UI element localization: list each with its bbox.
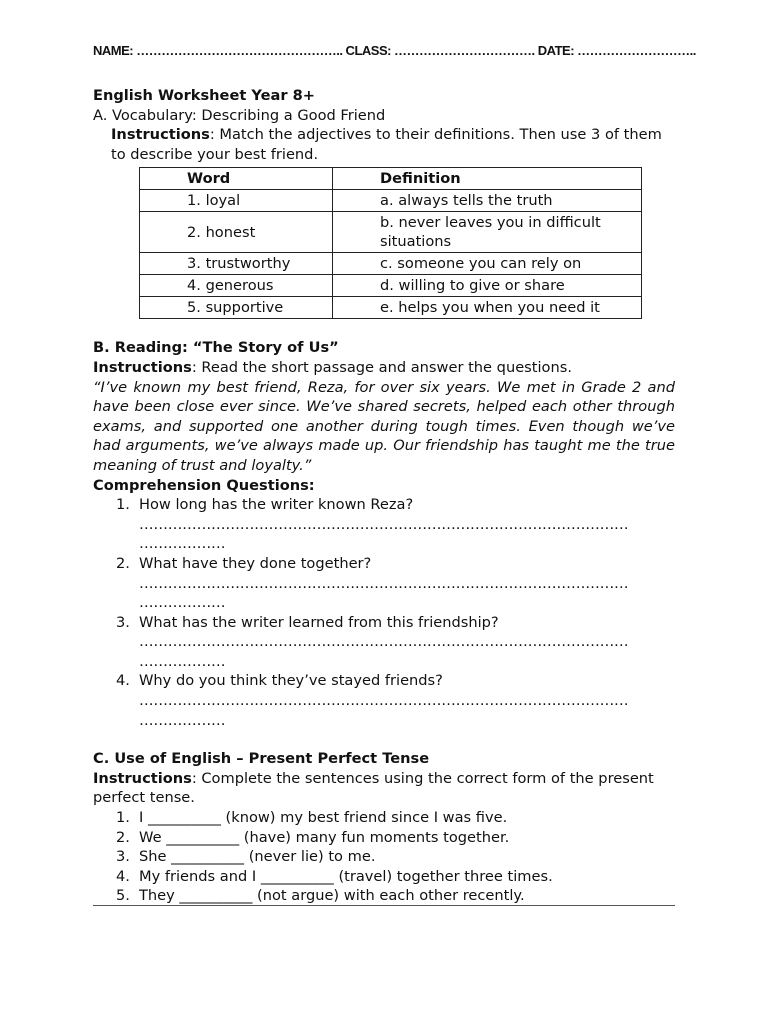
- question-text: How long has the writer known Reza?: [139, 496, 414, 514]
- comprehension-questions-list: [93, 495, 675, 730]
- sentence-number: 2.: [116, 828, 130, 846]
- table-cell-definition: e. helps you when you need it: [333, 297, 642, 319]
- table-header-word: Word: [140, 168, 333, 190]
- answer-line[interactable]: …………………………………………………………………………………………: [139, 633, 629, 651]
- table-cell-word: 1. loyal: [140, 190, 333, 212]
- list-item: [93, 828, 675, 848]
- sentence-text[interactable]: We __________ (have) many fun moments together.: [139, 828, 510, 846]
- name-class-date-line: NAME: ………………………………………….. CLASS: ……………………………. DATE: ………………………..: [93, 43, 696, 58]
- answer-line[interactable]: …………………………………………………………………………………………: [139, 574, 629, 592]
- question-text: What has the writer learned from this friendship?: [139, 613, 499, 631]
- table-cell-word: 5. supportive: [140, 297, 333, 319]
- answer-line-continued[interactable]: ………………: [139, 711, 226, 729]
- question-number: 1.: [116, 496, 130, 514]
- question-number: 3.: [116, 613, 130, 631]
- list-item: [93, 886, 675, 906]
- instructions-label: Instructions: [93, 769, 192, 787]
- section-b-instructions: [93, 358, 675, 378]
- grammar-sentences-list: [93, 808, 675, 906]
- question-number: 2.: [116, 554, 130, 572]
- table-cell-definition: d. willing to give or share: [333, 275, 642, 297]
- section-b-heading: B. Reading: “The Story of Us”: [93, 339, 339, 357]
- answer-line-continued[interactable]: ………………: [139, 535, 226, 553]
- worksheet-content: [93, 86, 675, 906]
- table-header-definition: Definition: [333, 168, 642, 190]
- instructions-label: Instructions: [111, 126, 210, 144]
- bottom-divider: [93, 905, 675, 906]
- sentence-number: 4.: [116, 867, 130, 885]
- section-a-heading: A. Vocabulary: Describing a Good Friend: [93, 106, 386, 124]
- question-text: What have they done together?: [139, 554, 372, 572]
- table-row: [140, 190, 642, 212]
- list-item: [93, 495, 675, 554]
- list-item: [93, 847, 675, 867]
- instructions-text-2: them to describe your best friend.: [111, 126, 662, 163]
- table-cell-definition: c. someone you can rely on: [333, 253, 642, 275]
- sentence-number: 3.: [116, 848, 130, 866]
- answer-line[interactable]: …………………………………………………………………………………………: [139, 515, 629, 533]
- instructions-label: Instructions: [93, 358, 192, 376]
- table-row: [140, 275, 642, 297]
- sentence-number: 1.: [116, 809, 130, 827]
- section-c-heading: C. Use of English – Present Perfect Tense: [93, 750, 430, 768]
- table-header-row: [140, 168, 642, 190]
- instructions-text: : Read the short passage and answer the questions.: [191, 358, 572, 376]
- list-item: [93, 867, 675, 887]
- list-item: [93, 808, 675, 828]
- vocabulary-table: [139, 167, 642, 319]
- worksheet-title: English Worksheet Year 8+: [93, 87, 316, 104]
- table-cell-word: 2. honest: [140, 212, 333, 253]
- sentence-text[interactable]: I __________ (know) my best friend since I was five.: [139, 809, 508, 827]
- sentence-text[interactable]: They __________ (not argue) with each other recently.: [139, 887, 525, 905]
- reading-passage: “I’ve known my best friend, Reza, for over six years. We met in Grade 2 and have been close ever since. We’ve shared secrets, helped each other through exams, and supported one another during tough times. Even though we’ve had arguments, we’ve always made up. Our friendship has taught me the true meaning of trust and loyalty.”: [93, 378, 675, 474]
- list-item: [93, 671, 675, 730]
- sentence-text[interactable]: She __________ (never lie) to me.: [139, 848, 376, 866]
- question-text: Why do you think they’ve stayed friends?: [139, 672, 443, 690]
- instructions-text: : Complete the sentences using the correct form of the present perfect tense.: [93, 769, 654, 807]
- table-cell-definition: b. never leaves you in difficult situations: [333, 212, 642, 253]
- sentence-text[interactable]: My friends and I __________ (travel) together three times.: [139, 867, 553, 885]
- table-cell-word: 3. trustworthy: [140, 253, 333, 275]
- table-row: [140, 253, 642, 275]
- question-number: 4.: [116, 672, 130, 690]
- table-cell-word: 4. generous: [140, 275, 333, 297]
- answer-line[interactable]: …………………………………………………………………………………………: [139, 692, 629, 710]
- comprehension-questions-heading: Comprehension Questions:: [93, 476, 315, 494]
- section-c-instructions: [93, 769, 675, 808]
- table-cell-definition: a. always tells the truth: [333, 190, 642, 212]
- section-a-instructions: [93, 125, 675, 164]
- list-item: [93, 613, 675, 672]
- answer-line-continued[interactable]: ………………: [139, 594, 226, 612]
- sentence-number: 5.: [116, 887, 130, 905]
- list-item: [93, 554, 675, 613]
- table-row: [140, 212, 642, 253]
- table-row: [140, 297, 642, 319]
- instructions-text: : Match the adjectives to their definitions. Then use 3 of: [209, 126, 620, 144]
- answer-line-continued[interactable]: ………………: [139, 652, 226, 670]
